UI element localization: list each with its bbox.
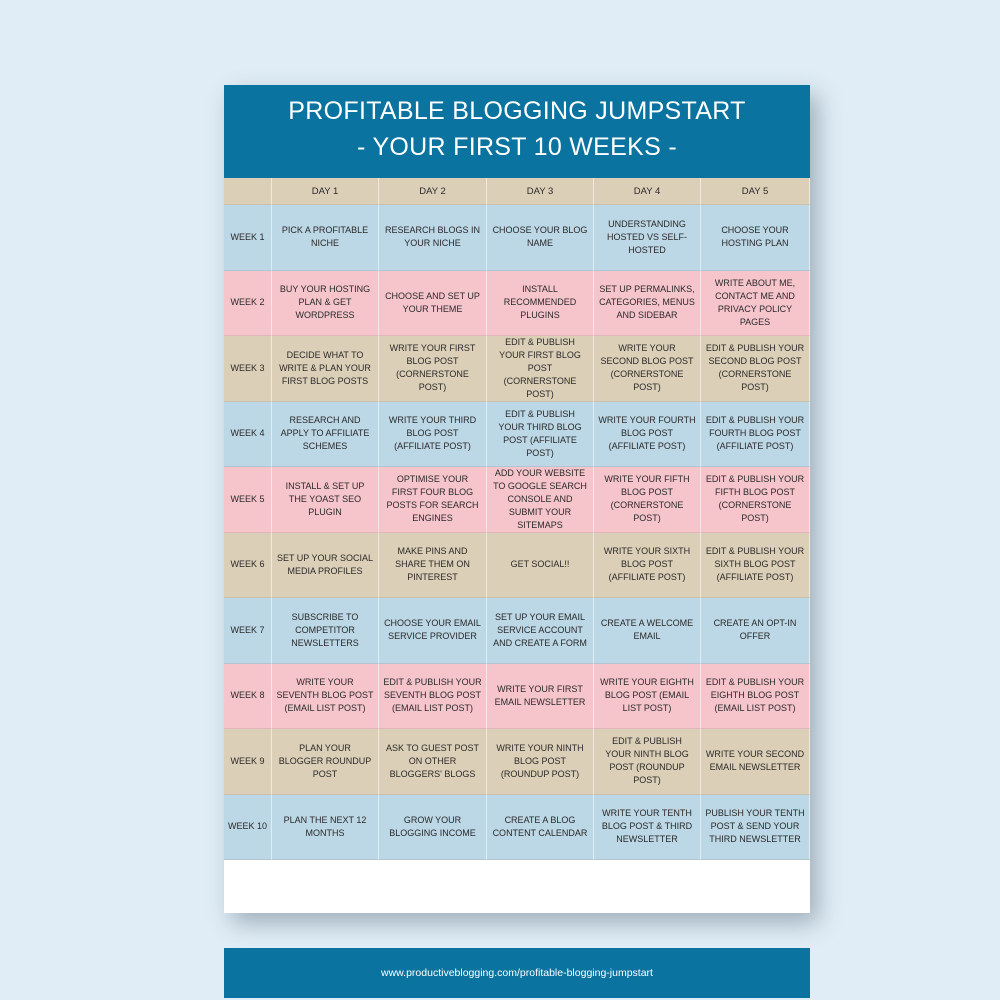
task-cell: EDIT & PUBLISH YOUR FOURTH BLOG POST (AFFILIATE POST) [701,402,810,468]
task-cell: WRITE YOUR TENTH BLOG POST & THIRD NEWSLETTER [594,795,701,861]
task-cell: GROW YOUR BLOGGING INCOME [379,795,487,861]
week-label: WEEK 1 [224,205,272,271]
planner-header [224,85,810,178]
week-label: WEEK 10 [224,795,272,861]
task-cell: CREATE A BLOG CONTENT CALENDAR [487,795,594,861]
planner-subtitle: - YOUR FIRST 10 WEEKS - [357,133,677,161]
week-label: WEEK 4 [224,402,272,468]
task-cell: MAKE PINS AND SHARE THEM ON PINTEREST [379,533,487,599]
task-cell: WRITE YOUR FIRST BLOG POST (CORNERSTONE POST) [379,336,487,402]
task-cell: WRITE YOUR EIGHTH BLOG POST (EMAIL LIST POST) [594,664,701,730]
task-cell: PLAN THE NEXT 12 MONTHS [272,795,379,861]
task-cell: EDIT & PUBLISH YOUR FIFTH BLOG POST (CORNERSTONE POST) [701,467,810,533]
task-cell: WRITE YOUR SECOND EMAIL NEWSLETTER [701,729,810,795]
task-cell: WRITE YOUR FIFTH BLOG POST (CORNERSTONE POST) [594,467,701,533]
task-cell: WRITE YOUR NINTH BLOG POST (ROUNDUP POST) [487,729,594,795]
week-label: WEEK 5 [224,467,272,533]
task-cell: EDIT & PUBLISH YOUR NINTH BLOG POST (ROUNDUP POST) [594,729,701,795]
task-cell: EDIT & PUBLISH YOUR THIRD BLOG POST (AFFILIATE POST) [487,402,594,468]
task-cell: EDIT & PUBLISH YOUR SEVENTH BLOG POST (EMAIL LIST POST) [379,664,487,730]
task-cell: EDIT & PUBLISH YOUR SECOND BLOG POST (CORNERSTONE POST) [701,336,810,402]
planner-footer [224,948,810,998]
day-header: DAY 1 [272,178,379,205]
schedule-table [224,178,810,948]
task-cell: PICK A PROFITABLE NICHE [272,205,379,271]
task-cell: PUBLISH YOUR TENTH POST & SEND YOUR THIRD NEWSLETTER [701,795,810,861]
task-cell: GET SOCIAL!! [487,533,594,599]
task-cell: BUY YOUR HOSTING PLAN & GET WORDPRESS [272,271,379,337]
task-cell: INSTALL RECOMMENDED PLUGINS [487,271,594,337]
task-cell: WRITE YOUR FIRST EMAIL NEWSLETTER [487,664,594,730]
task-cell: CHOOSE YOUR HOSTING PLAN [701,205,810,271]
corner-cell [224,178,272,205]
task-cell: WRITE YOUR SEVENTH BLOG POST (EMAIL LIST POST) [272,664,379,730]
task-cell: CHOOSE AND SET UP YOUR THEME [379,271,487,337]
week-label: WEEK 9 [224,729,272,795]
task-cell: CHOOSE YOUR EMAIL SERVICE PROVIDER [379,598,487,664]
week-label: WEEK 7 [224,598,272,664]
day-header: DAY 4 [594,178,701,205]
planner-title: PROFITABLE BLOGGING JUMPSTART [288,97,746,125]
task-cell: INSTALL & SET UP THE YOAST SEO PLUGIN [272,467,379,533]
task-cell: UNDERSTANDING HOSTED VS SELF-HOSTED [594,205,701,271]
day-header: DAY 2 [379,178,487,205]
task-cell: SET UP YOUR EMAIL SERVICE ACCOUNT AND CREATE A FORM [487,598,594,664]
task-cell: RESEARCH BLOGS IN YOUR NICHE [379,205,487,271]
task-cell: CREATE A WELCOME EMAIL [594,598,701,664]
task-cell: CHOOSE YOUR BLOG NAME [487,205,594,271]
task-cell: SUBSCRIBE TO COMPETITOR NEWSLETTERS [272,598,379,664]
task-cell: WRITE ABOUT ME, CONTACT ME AND PRIVACY POLICY PAGES [701,271,810,337]
task-cell: PLAN YOUR BLOGGER ROUNDUP POST [272,729,379,795]
task-cell: SET UP YOUR SOCIAL MEDIA PROFILES [272,533,379,599]
week-label: WEEK 3 [224,336,272,402]
week-label: WEEK 2 [224,271,272,337]
task-cell: OPTIMISE YOUR FIRST FOUR BLOG POSTS FOR SEARCH ENGINES [379,467,487,533]
task-cell: ADD YOUR WEBSITE TO GOOGLE SEARCH CONSOLE AND SUBMIT YOUR SITEMAPS [487,467,594,533]
day-header: DAY 5 [701,178,810,205]
task-cell: ASK TO GUEST POST ON OTHER BLOGGERS' BLOGS [379,729,487,795]
day-header: DAY 3 [487,178,594,205]
footer-url: www.productiveblogging.com/profitable-blogging-jumpstart [381,967,653,979]
task-cell: WRITE YOUR SIXTH BLOG POST (AFFILIATE POST) [594,533,701,599]
task-cell: SET UP PERMALINKS, CATEGORIES, MENUS AND SIDEBAR [594,271,701,337]
task-cell: RESEARCH AND APPLY TO AFFILIATE SCHEMES [272,402,379,468]
task-cell: WRITE YOUR THIRD BLOG POST (AFFILIATE POST) [379,402,487,468]
task-cell: EDIT & PUBLISH YOUR FIRST BLOG POST (CORNERSTONE POST) [487,336,594,402]
task-cell: WRITE YOUR SECOND BLOG POST (CORNERSTONE POST) [594,336,701,402]
task-cell: EDIT & PUBLISH YOUR SIXTH BLOG POST (AFFILIATE POST) [701,533,810,599]
task-cell: DECIDE WHAT TO WRITE & PLAN YOUR FIRST BLOG POSTS [272,336,379,402]
planner-sheet [224,85,810,979]
week-label: WEEK 6 [224,533,272,599]
task-cell: EDIT & PUBLISH YOUR EIGHTH BLOG POST (EMAIL LIST POST) [701,664,810,730]
task-cell: WRITE YOUR FOURTH BLOG POST (AFFILIATE POST) [594,402,701,468]
week-label: WEEK 8 [224,664,272,730]
task-cell: CREATE AN OPT-IN OFFER [701,598,810,664]
